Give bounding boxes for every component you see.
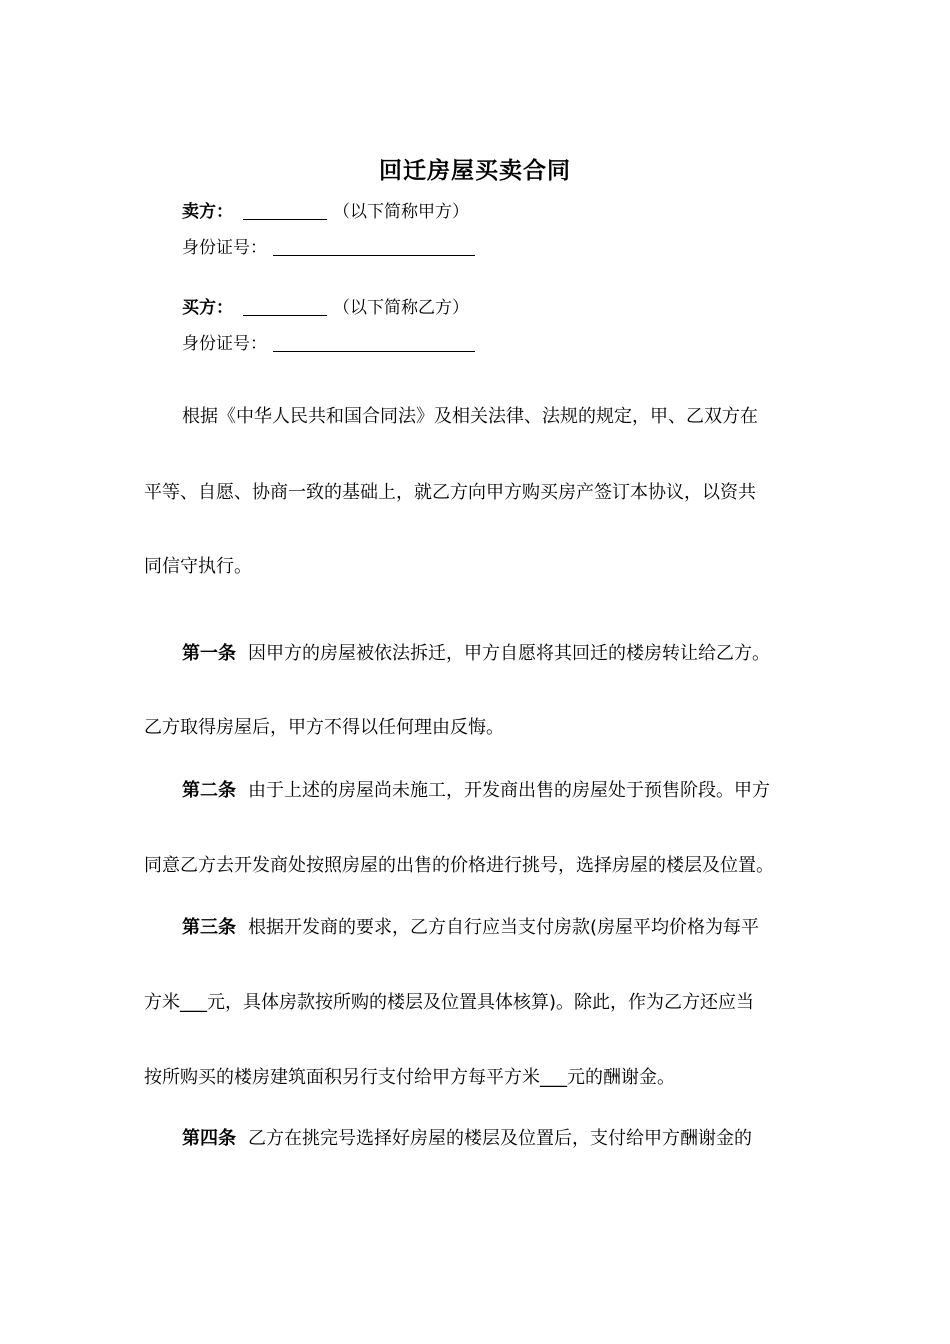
seller-id-line [182, 236, 475, 260]
article-3-text: 方米___元，具体房款按所购的楼层及位置具体核算)。除此，作为乙方还应当 [144, 992, 755, 1013]
article-1-label: 第一条 [182, 643, 236, 664]
buyer-id-label: 身份证号： [182, 334, 267, 354]
article-2-text: 由于上述的房屋尚未施工，开发商出售的房屋处于预售阶段。甲方 [248, 780, 770, 801]
article-3-first-line [182, 915, 759, 941]
article-3-text: 根据开发商的要求，乙方自行应当支付房款(房屋平均价格为每平 [248, 917, 760, 938]
seller-note: （以下简称甲方） [333, 202, 469, 222]
seller-name-blank [243, 201, 327, 220]
article-4-text: 乙方在挑完号选择好房屋的楼层及位置后，支付给甲方酬谢金的 [248, 1128, 752, 1149]
buyer-note: （以下简称乙方） [333, 298, 469, 318]
seller-id-blank [273, 237, 475, 256]
buyer-id-blank [273, 333, 475, 352]
intro-line: 平等、自愿、协商一致的基础上，就乙方向甲方购买房产签订本协议，以资共 [144, 482, 756, 503]
document-title: 回迁房屋买卖合同 [379, 158, 571, 184]
article-1-text: 因甲方的房屋被依法拆迁，甲方自愿将其回迁的楼房转让给乙方。 [248, 643, 770, 664]
article-2-first-line [182, 778, 770, 804]
article-2-text: 同意乙方去开发商处按照房屋的出售的价格进行挑号，选择房屋的楼层及位置。 [144, 855, 774, 876]
article-4-first-line [182, 1126, 752, 1152]
intro-line: 根据《中华人民共和国合同法》及相关法律、法规的规定，甲、乙双方在 [182, 406, 758, 427]
buyer-id-line [182, 332, 475, 356]
buyer-name-blank [243, 297, 327, 316]
article-3-text: 按所购买的楼房建筑面积另行支付给甲方每平方米___元的酬谢金。 [144, 1067, 675, 1088]
article-2-label: 第二条 [182, 780, 236, 801]
intro-line: 同信守执行。 [144, 556, 252, 577]
buyer-line [182, 296, 469, 320]
article-1-first-line [182, 641, 770, 667]
buyer-label: 买方： [182, 298, 233, 318]
seller-label: 卖方： [182, 202, 233, 222]
article-4-label: 第四条 [182, 1128, 236, 1149]
article-1-text: 乙方取得房屋后，甲方不得以任何理由反悔。 [144, 717, 504, 738]
article-3-label: 第三条 [182, 917, 236, 938]
seller-line [182, 200, 469, 224]
seller-id-label: 身份证号： [182, 238, 267, 258]
